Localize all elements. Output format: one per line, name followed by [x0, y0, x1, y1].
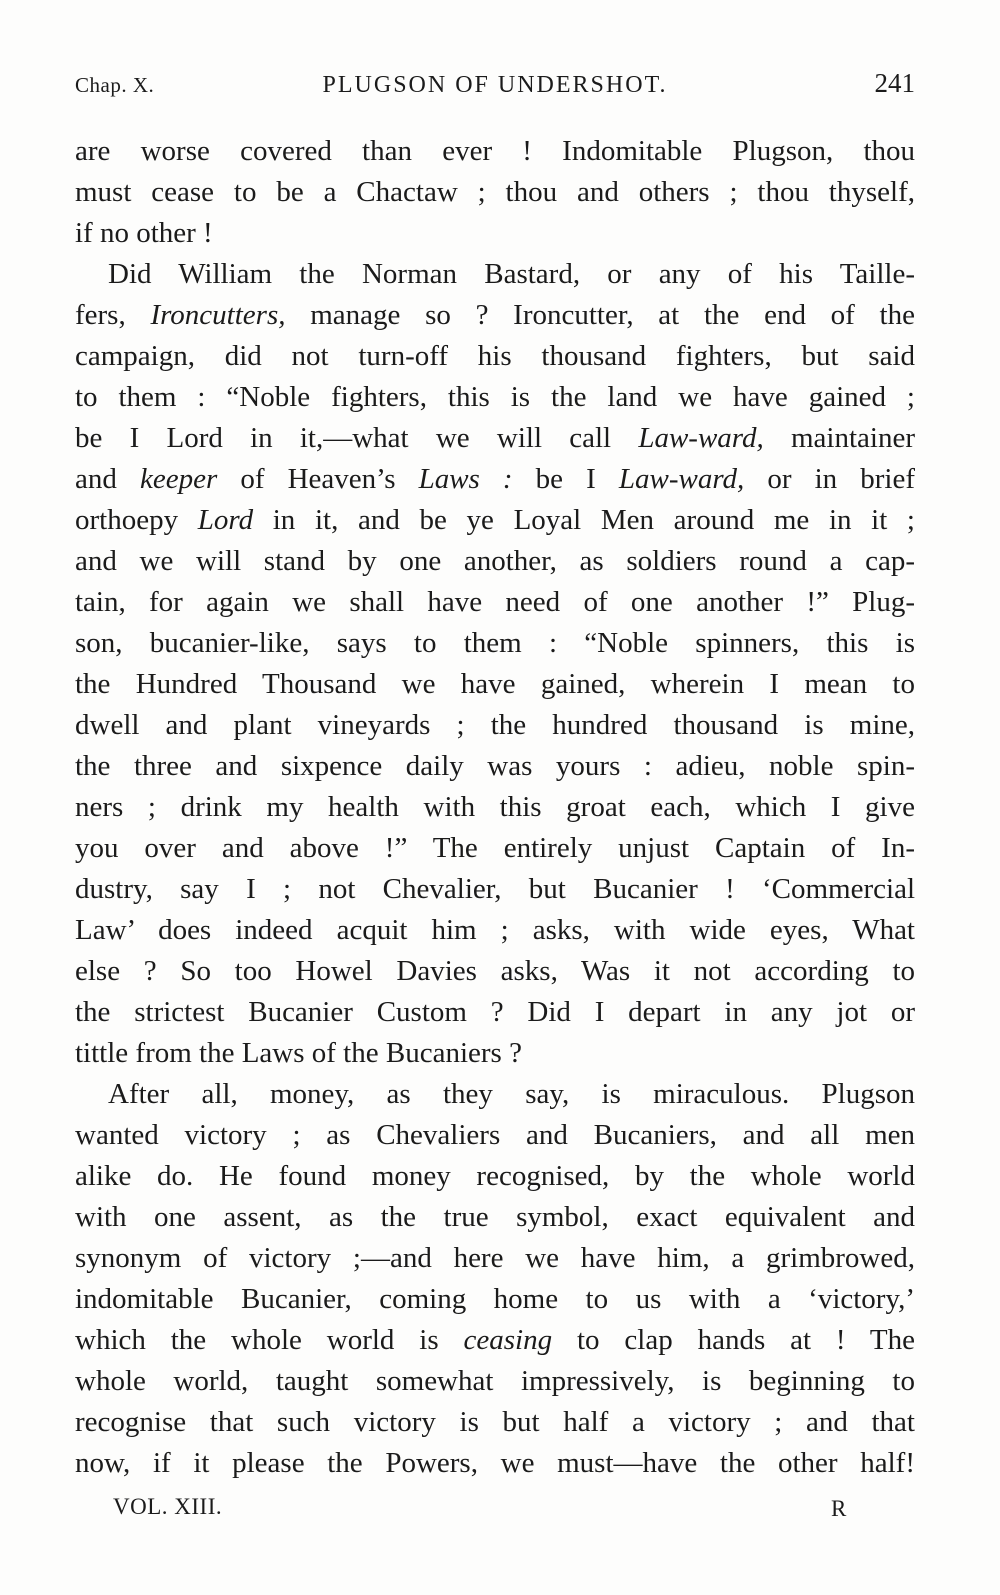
text-line: whole world, taught somewhat impressively, is beginning to: [75, 1365, 915, 1397]
text-line: recognise that such victory is but half a victory ; and that: [75, 1406, 915, 1438]
paragraph: [75, 254, 915, 1074]
text-line: orthoepy Lord in it, and be ye Loyal Men around me in it ;: [75, 504, 915, 536]
text-line: dwell and plant vineyards ; the hundred thousand is mine,: [75, 709, 915, 741]
text-line: the strictest Bucanier Custom ? Did I depart in any jot or: [75, 996, 915, 1028]
text-line: Did William the Norman Bastard, or any of his Taille-: [108, 258, 915, 290]
text-line: Law’ does indeed acquit him ; asks, with wide eyes, What: [75, 914, 915, 946]
text-line: son, bucanier-like, says to them : “Noble spinners, this is: [75, 627, 915, 659]
text-line: with one assent, as the true symbol, exact equivalent and: [75, 1201, 915, 1233]
paragraph: [75, 1074, 915, 1484]
text-line: ners ; drink my health with this groat each, which I give: [75, 791, 915, 823]
text-line: be I Lord in it,—what we will call Law-ward, maintainer: [75, 422, 915, 454]
text-line: tain, for again we shall have need of one another !” Plug-: [75, 586, 915, 618]
text-line: After all, money, as they say, is miraculous. Plugson: [108, 1078, 915, 1110]
running-header: [75, 68, 915, 99]
footer-volume-label: VOL. XIII.: [113, 1494, 223, 1519]
text-line: are worse covered than ever ! Indomitable Plugson, thou: [75, 135, 915, 167]
text-line: which the whole world is ceasing to clap hands at ! The: [75, 1324, 915, 1356]
text-line: the three and sixpence daily was yours : adieu, noble spin-: [75, 750, 915, 782]
paragraph: [75, 131, 915, 254]
text-line: alike do. He found money recognised, by the whole world: [75, 1160, 915, 1192]
text-line: synonym of victory ;—and here we have him, a grimbrowed,: [75, 1242, 915, 1274]
text-line: if no other !: [75, 217, 213, 249]
text-line: dustry, say I ; not Chevalier, but Bucanier ! ‘Commercial: [75, 873, 915, 905]
page-body: [75, 131, 915, 1484]
text-line: tittle from the Laws of the Bucaniers ?: [75, 1037, 522, 1069]
text-line: you over and above !” The entirely unjust Captain of In-: [75, 832, 915, 864]
header-page-number: 241: [874, 68, 915, 98]
text-line: the Hundred Thousand we have gained, wherein I mean to: [75, 668, 915, 700]
text-line: must cease to be a Chactaw ; thou and others ; thou thyself,: [75, 176, 915, 208]
text-line: now, if it please the Powers, we must—have the other half!: [75, 1447, 915, 1479]
text-line: to them : “Noble fighters, this is the land we have gained ;: [75, 381, 915, 413]
text-line: indomitable Bucanier, coming home to us with a ‘victory,’: [75, 1283, 915, 1315]
text-line: fers, Ironcutters, manage so ? Ironcutter, at the end of the: [75, 299, 915, 331]
footer-signature-mark: R: [831, 1496, 847, 1521]
text-line: and keeper of Heaven’s Laws : be I Law-ward, or in brief: [75, 463, 915, 495]
text-line: wanted victory ; as Chevaliers and Bucaniers, and all men: [75, 1119, 915, 1151]
header-running-title: PLUGSON OF UNDERSHOT.: [322, 72, 668, 98]
page-footer: [75, 1494, 915, 1528]
header-chapter-label: Chap. X.: [75, 73, 155, 97]
text-line: and we will stand by one another, as soldiers round a cap-: [75, 545, 915, 577]
text-line: campaign, did not turn-off his thousand fighters, but said: [75, 340, 915, 372]
text-line: else ? So too Howel Davies asks, Was it not according to: [75, 955, 915, 987]
